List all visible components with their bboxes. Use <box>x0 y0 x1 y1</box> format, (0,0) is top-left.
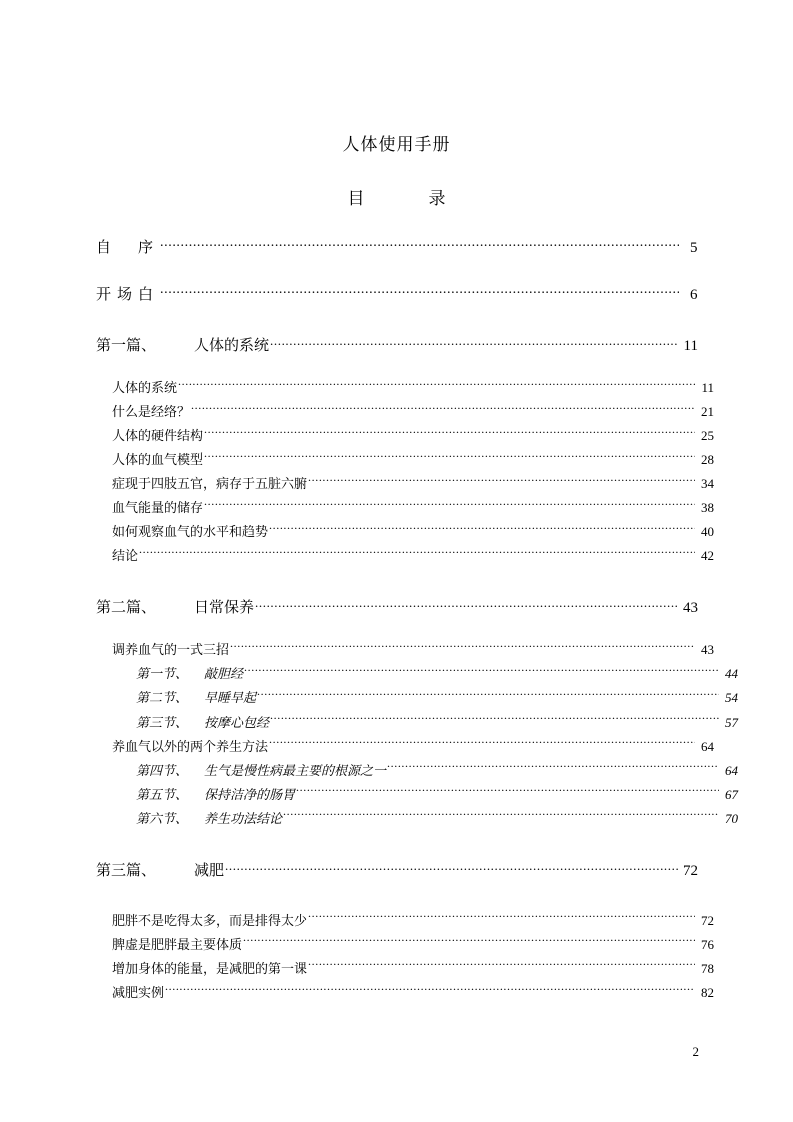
toc-leader-dots <box>257 689 719 702</box>
toc-entry[interactable] <box>112 377 714 398</box>
toc-entry-sub[interactable] <box>136 687 738 708</box>
toc-entry-page: 34 <box>701 476 714 492</box>
toc-entry-label: 人体的系统 <box>112 380 178 395</box>
toc-entry-page: 40 <box>701 524 714 540</box>
toc-part-title: 人体的系统 <box>194 338 270 354</box>
toc-entry-label <box>96 596 254 617</box>
toc-entry-label: 养血气以外的两个养生方法 <box>112 738 269 754</box>
toc-entry-page: 5 <box>690 240 698 256</box>
toc-entry-label <box>136 808 282 829</box>
toc-heading: 目 录 <box>347 189 456 208</box>
toc-entry-part[interactable] <box>96 859 698 880</box>
toc-entry-page: 38 <box>701 500 714 516</box>
toc-entry-label: 什么是经络？ <box>112 404 191 420</box>
toc-entry[interactable] <box>112 934 714 955</box>
toc-leader-dots <box>139 547 695 560</box>
toc-entry-page: 64 <box>701 738 714 754</box>
toc-entry-page: 54 <box>725 690 738 706</box>
toc-entry-label <box>136 712 269 733</box>
toc-part-prefix: 第一篇、 <box>96 338 157 354</box>
toc-entry-label: 减肥实例 <box>112 984 165 1000</box>
toc-leader-dots <box>165 984 695 997</box>
toc-entry-page: 44 <box>725 666 738 682</box>
toc-entry-label: 结论 <box>112 548 139 564</box>
toc-leader-dots <box>191 403 695 416</box>
toc-leader-dots <box>269 523 695 536</box>
toc-entry[interactable] <box>112 910 714 931</box>
toc-entry-page: 70 <box>725 810 738 826</box>
toc-sub-title: 敲胆经 <box>204 666 244 682</box>
toc-entry-sub[interactable] <box>136 663 738 684</box>
toc-entry-label: 人体的硬件结构 <box>112 428 204 444</box>
page-number: 2 <box>692 1044 699 1059</box>
spacer <box>96 629 698 639</box>
toc-entry-page: 21 <box>701 404 714 420</box>
toc-entry-page: 11 <box>683 338 698 354</box>
toc-entry-page: 72 <box>701 912 714 928</box>
spacer <box>96 892 698 910</box>
toc-entry[interactable] <box>96 236 698 257</box>
toc-leader-dots <box>160 237 679 252</box>
toc-sub-title: 按摩心包经 <box>204 714 270 730</box>
toc-entry-page: 67 <box>725 786 738 802</box>
toc-leader-dots <box>296 786 719 799</box>
toc-leader-dots <box>160 284 679 299</box>
toc-sub-title: 养生功法结论 <box>204 810 283 826</box>
toc-entry[interactable] <box>112 425 714 446</box>
toc-entry[interactable] <box>112 401 714 422</box>
toc-leader-dots <box>283 810 719 823</box>
toc-entry-page: 28 <box>701 452 714 468</box>
toc-entry-page: 11 <box>701 380 714 395</box>
toc-part-title: 减肥 <box>194 862 225 879</box>
toc-entry-sub[interactable] <box>136 712 738 733</box>
toc-leader-dots <box>204 451 695 464</box>
toc-entry[interactable] <box>112 473 714 494</box>
toc-entry-page: 82 <box>701 984 714 1000</box>
toc-sub-title: 保持洁净的肠胃 <box>204 786 296 802</box>
toc-leader-dots <box>270 335 679 350</box>
toc-entry-part[interactable] <box>96 596 698 617</box>
toc-entry-label: 增加身体的能量，是减肥的第一课 <box>112 960 308 976</box>
toc-entry-label <box>136 760 386 781</box>
toc-entry[interactable] <box>112 545 714 566</box>
toc-leader-dots <box>204 499 695 512</box>
toc-part-prefix: 第三篇、 <box>96 862 157 879</box>
toc-entry[interactable] <box>112 736 714 757</box>
toc-entry-page: 25 <box>701 428 714 444</box>
toc-leader-dots <box>387 762 719 775</box>
table-of-contents <box>96 236 738 1006</box>
toc-entry-label: 人体的血气模型 <box>112 452 204 468</box>
toc-entry-part[interactable] <box>96 334 698 355</box>
toc-entry-label: 自 序 <box>96 240 160 256</box>
toc-entry-sub[interactable] <box>136 784 738 805</box>
toc-sub-prefix: 第五节、 <box>136 786 189 802</box>
toc-leader-dots <box>204 427 695 440</box>
toc-entry-label: 肥胖不是吃得太多，而是排得太少 <box>112 912 308 928</box>
toc-entry-label <box>136 784 295 805</box>
toc-leader-dots <box>230 641 695 654</box>
toc-leader-dots <box>269 738 695 751</box>
toc-entry-sub[interactable] <box>136 808 738 829</box>
toc-entry-sub[interactable] <box>136 760 738 781</box>
toc-entry-page: 43 <box>701 642 714 658</box>
toc-sub-prefix: 第六节、 <box>136 810 189 826</box>
toc-sub-prefix: 第四节、 <box>136 762 189 778</box>
toc-entry-page: 72 <box>683 862 698 879</box>
toc-leader-dots <box>308 912 695 925</box>
toc-entry-label: 如何观察血气的水平和趋势 <box>112 524 269 540</box>
toc-entry[interactable] <box>112 958 714 979</box>
toc-sub-prefix: 第三节、 <box>136 714 189 730</box>
toc-entry[interactable] <box>112 982 714 1003</box>
toc-part-title: 日常保养 <box>194 600 255 617</box>
toc-entry[interactable] <box>112 639 714 660</box>
spacer <box>96 367 698 377</box>
toc-entry-page: 57 <box>725 714 738 730</box>
toc-entry-label <box>136 687 256 708</box>
toc-entry[interactable] <box>112 449 714 470</box>
toc-leader-dots <box>270 714 719 727</box>
toc-entry[interactable] <box>112 521 714 542</box>
toc-entry-label: 脾虚是肥胖最主要体质 <box>112 936 243 952</box>
toc-leader-dots <box>225 860 679 875</box>
toc-entry[interactable] <box>96 283 698 304</box>
toc-entry-label <box>96 859 224 880</box>
toc-leader-dots <box>255 597 679 612</box>
toc-entry-page: 76 <box>701 936 714 952</box>
toc-leader-dots <box>243 936 695 949</box>
toc-part-prefix: 第二篇、 <box>96 600 157 617</box>
toc-leader-dots <box>244 665 719 678</box>
toc-entry[interactable] <box>112 497 714 518</box>
toc-entry-label <box>96 334 269 355</box>
toc-entry-page: 43 <box>683 600 698 617</box>
toc-sub-title: 早睡早起 <box>204 690 257 706</box>
toc-entry-label: 症现于四肢五官，病存于五脏六腑 <box>112 476 308 492</box>
document-title: 人体使用手册 <box>342 135 451 154</box>
toc-sub-title: 生气是慢性病最主要的根源之一 <box>204 762 387 778</box>
toc-sub-prefix: 第二节、 <box>136 690 189 706</box>
toc-entry-label: 开场白 <box>96 287 160 303</box>
toc-entry-label: 调养血气的一式三招 <box>112 642 230 658</box>
toc-entry-label: 血气能量的储存 <box>112 500 204 516</box>
toc-leader-dots <box>308 475 695 488</box>
toc-entry-page: 78 <box>701 960 714 976</box>
toc-entry-page: 42 <box>701 548 714 564</box>
toc-leader-dots <box>308 960 695 973</box>
toc-entry-page: 64 <box>725 762 738 778</box>
toc-entry-label <box>136 663 243 684</box>
toc-leader-dots <box>178 379 695 392</box>
toc-sub-prefix: 第一节、 <box>136 666 189 682</box>
toc-entry-page: 6 <box>690 287 698 303</box>
